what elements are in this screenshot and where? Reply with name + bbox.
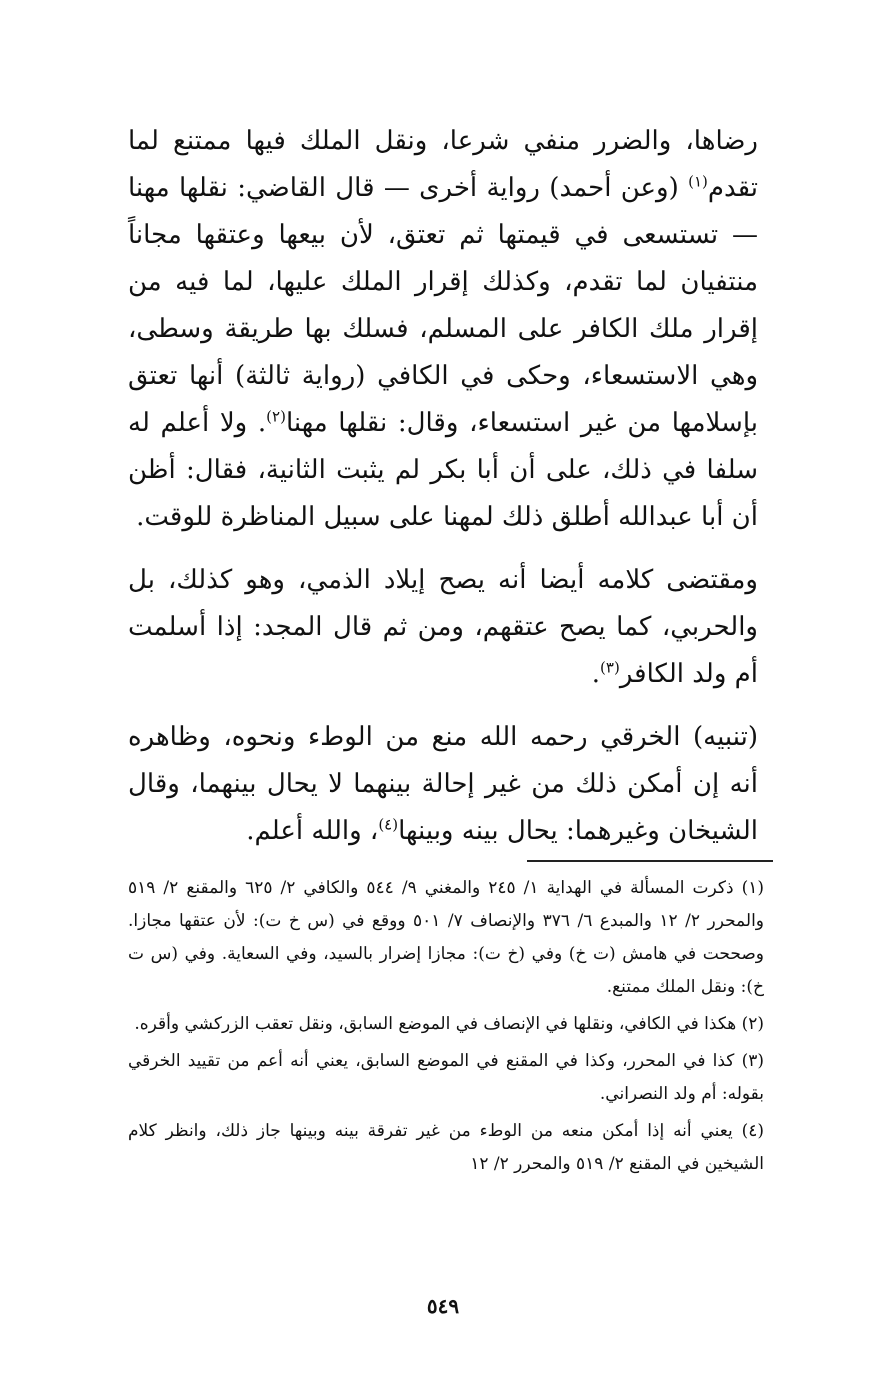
paragraph-3-tail: ، والله أعلم. bbox=[246, 816, 379, 846]
footnote-ref-3: (٣) bbox=[600, 658, 620, 677]
page-number: ٥٤٩ bbox=[426, 1294, 460, 1318]
paragraph-3-text: (تنبيه) الخرقي رحمه الله منع من الوطء ونحوه، وظاهره أنه إن أمكن ذلك من غير إحالة بينهما لا يحال بينهما، وقال الشيخان وغيرهما: يحال بينه وبينها bbox=[128, 722, 758, 846]
paragraph-1 bbox=[128, 118, 758, 541]
footnote-ref-4: (٤) bbox=[378, 815, 399, 834]
footnotes bbox=[128, 872, 764, 1185]
footnote-1: (١) ذكرت المسألة في الهداية ١/ ٢٤٥ والمغني ٩/ ٥٤٤ والكافي ٢/ ٦٢٥ والمقنع ٢/ ٥١٩ والمحرر ٢/ ١٢ والمبدع ٦/ ٣٧٦ والإنصاف ٧/ ٥٠١ ووقع في (س خ ت): لأن عتقها مجازا. وصححت في هامش (ت خ) وفي (خ ت): مجازا إضرار بالسيد، وفي السعاية. وفي (س ت خ): ونقل الملك ممتنع. bbox=[128, 878, 765, 997]
footnote-ref-1: (١) bbox=[688, 172, 708, 191]
footnote-4: (٤) يعني أنه إذا أمكن منعه من الوطء من غير تفرقة بينه وبينها جاز ذلك، وانظر كلام الشيخين في المقنع ٢/ ٥١٩ والمحرر ٢/ ١٢ bbox=[128, 1121, 764, 1174]
main-text bbox=[128, 118, 758, 871]
footnote-2: (٢) هكذا في الكافي، ونقلها في الإنصاف في الموضع السابق، ونقل تعقب الزركشي وأقره. bbox=[134, 1014, 764, 1034]
paragraph-3 bbox=[128, 714, 758, 855]
paragraph-2 bbox=[128, 557, 758, 698]
paragraph-1-cont: (وعن أحمد) رواية أخرى — قال القاضي: نقلها مهنا — تستسعى في قيمتها ثم تعتق، لأن بيعها وعتقها مجاناً منتفيان لما تقدم، وكذلك إقرار الملك عليها، لما فيه من إقرار ملك الكافر على المسلم، فسلك بها طريقة وسطى، وهي الاستسعاء، وحكى في الكافي (رواية ثالثة) أنها تعتق بإسلامها من غير استسعاء، وقال: نقلها مهنا bbox=[128, 173, 758, 438]
paragraph-1-text: رضاها، والضرر منفي شرعا، ونقل الملك فيها ممتنع لما تقدم bbox=[128, 126, 759, 203]
paragraph-1-tail: . ولا أعلم له سلفا في ذلك، على أن أبا بكر لم يثبت الثانية، فقال: أظن أن أبا عبدالله أطلق ذلك لمهنا على سبيل المناظرة للوقت. bbox=[128, 408, 758, 532]
paragraph-2-tail: . bbox=[591, 659, 601, 689]
footnote-separator bbox=[527, 860, 773, 862]
paragraph-2-text: ومقتضى كلامه أيضا أنه يصح إيلاد الذمي، وهو كذلك، بل والحربي، كما يصح عتقهم، ومن ثم قال المجد: إذا أسلمت أم ولد الكافر bbox=[128, 565, 758, 689]
footnote-ref-2: (٢) bbox=[266, 407, 286, 426]
footnote-3: (٣) كذا في المحرر، وكذا في المقنع في الموضع السابق، يعني أنه أعم من تقييد الخرقي بقوله: أم ولد النصراني. bbox=[128, 1051, 764, 1104]
